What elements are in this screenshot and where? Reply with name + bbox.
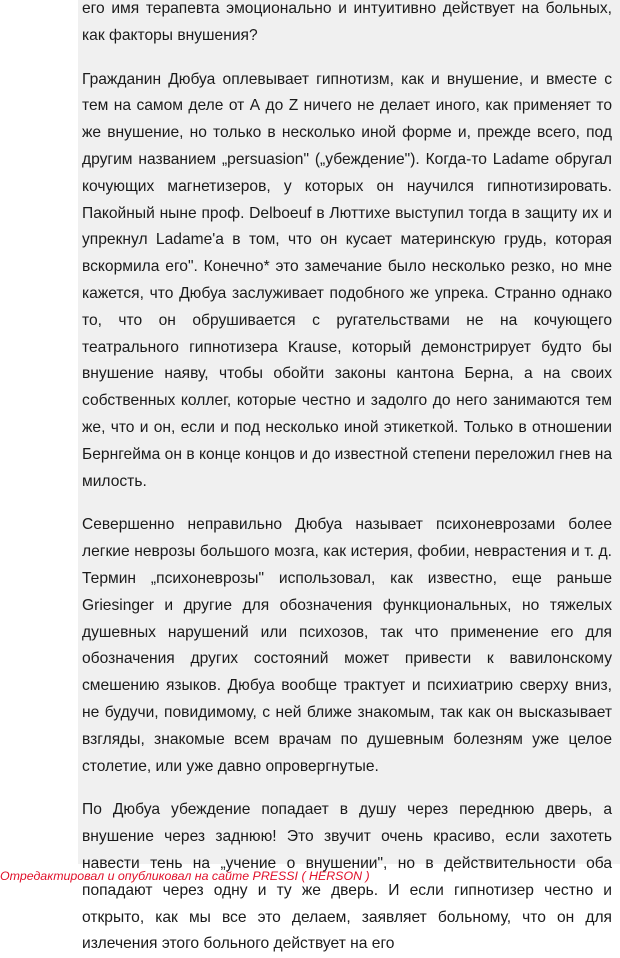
- paragraph-4: По Дюбуа убеждение попадает в душу через переднюю дверь, а внушение через заднюю! Это звучит очень красиво, если захотеть навести тень на „учение о внушении", но в действительности оба попадают через одну и ту же дверь. И если гипнотизер честно и открыто, как мы все это делаем, заявляет больному, что он для излечения этого больного действует на его: [82, 801, 612, 953]
- paragraph-1: его имя терапевта эмоционально и интуитивно действует на больных, как факторы внушения?: [82, 0, 612, 44]
- paragraph-3: Севершенно неправильно Дюбуа называет психоневрозами более легкие неврозы большого мозга, как истерия, фобии, неврастения и т. д. Термин „психоневрозы" использовал, как известно, еще раньше Griesinger и другие для обозначения функциональных, но тяжелых душевных нарушений или психозов, так что применение его для обозначения других состояний может привести к вавилонскому смешению языков. Дюбуа вообще трактует и психиатрию сверху вниз, не будучи, повидимому, с ней ближе знакомым, так как он высказывает взгляды, знакомые всем врачам по душевным болезням уже целое столетие, или уже давно опровергнутые.: [82, 516, 612, 775]
- paragraph-2: Гражданин Дюбуа оплевывает гипнотизм, как и внушение, и вместе с тем на самом деле от А до Z ничего не делает иного, как применяет то же внушение, но только в несколько иной форме и, прежде всего, под другим названием „persuasion" („убеждение"). Когда-то Ladame обругал кочующих магнетизеров, у которых он научился гипнотизировать. Пакойный ныне проф. Delboeuf в Люттихе выступил тогда в защиту их и упрекнул Ladame'a в том, что он кусает материнскую грудь, которая вскормила его". Конечно* это замечание было несколько резко, но мне кажется, что Дюбуа заслуживает подобного же упрека. Странно однако то, что он обрушивается с ругательствами не на кочующего театрального гипнотизера Krause, который демонстрирует будто бы внушение наяву, чтобы обойти законы кантона Берна, а на своих собственных коллег, которые честно и задолго до него занимаются тем же, что и он, если и под несколько иной этикеткой. Только в отношении Бернгейма он в конце концов и до известной степени переложил гнев на милость.: [82, 70, 612, 490]
- footer-credit: Отредактировал и опубликовал на сайте PRESSI ( HERSON ): [0, 869, 370, 883]
- document-body: [78, 0, 620, 958]
